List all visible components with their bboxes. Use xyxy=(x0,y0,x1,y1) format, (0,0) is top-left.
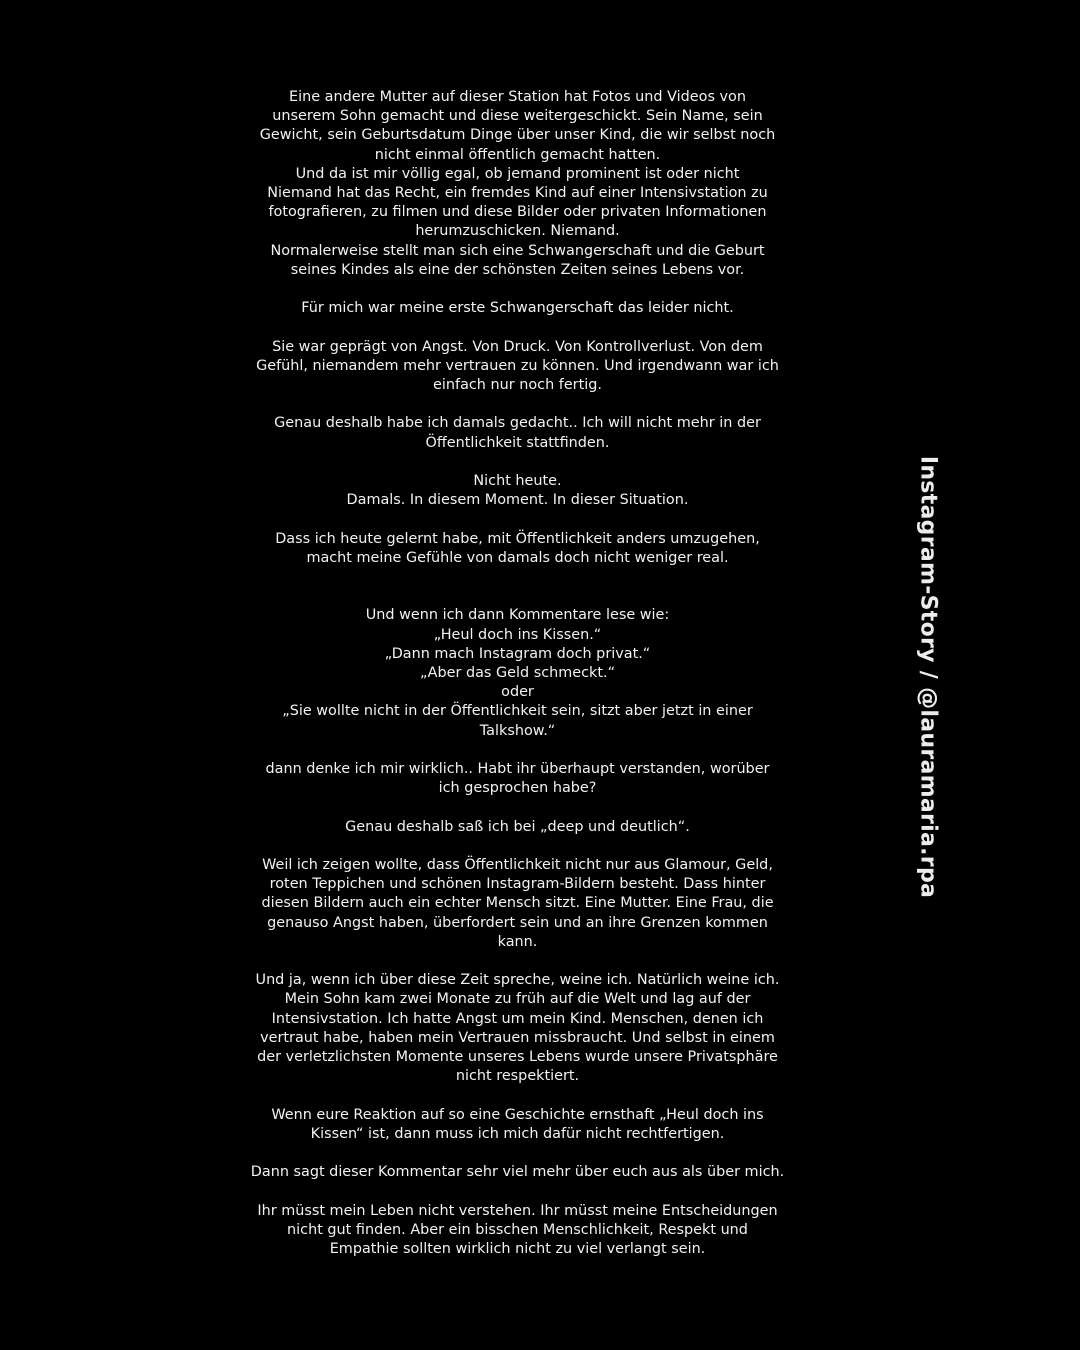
story-line: unserem Sohn gemacht und diese weitergeschickt. Sein Name, sein xyxy=(272,108,763,125)
story-paragraph xyxy=(240,1163,795,1182)
story-line: Ihr müsst mein Leben nicht verstehen. Ihr müsst meine Entscheidungen xyxy=(257,1202,778,1219)
story-line: Niemand hat das Recht, ein fremdes Kind auf einer Intensivstation zu xyxy=(267,185,768,202)
story-line: Sie war geprägt von Angst. Von Druck. Von Kontrollverlust. Von dem xyxy=(272,338,763,355)
story-line: nicht respektiert. xyxy=(455,1068,580,1085)
credit-container xyxy=(900,448,956,906)
story-paragraph xyxy=(240,760,795,798)
story-line: Damals. In diesem Moment. In dieser Situation. xyxy=(346,492,689,509)
story-line: Und da ist mir völlig egal, ob jemand prominent ist oder nicht xyxy=(295,165,740,182)
story-paragraph xyxy=(240,818,795,837)
quoted-comment: „Dann mach Instagram doch privat.“ xyxy=(384,645,651,662)
story-line: Kissen“ ist, dann muss ich mich dafür nicht rechtfertigen. xyxy=(310,1125,725,1142)
story-line: ich gesprochen habe? xyxy=(438,780,597,797)
story-line: Nicht heute. xyxy=(473,473,562,489)
story-paragraph xyxy=(240,88,795,280)
story-line: Weil ich zeigen wollte, dass Öffentlichkeit nicht nur aus Glamour, Geld, xyxy=(262,856,773,873)
quoted-comment: „Sie wollte nicht in der Öffentlichkeit sein, sitzt aber jetzt in einer xyxy=(282,703,753,720)
story-line: einfach nur noch fertig. xyxy=(433,377,602,394)
story-line: vertraut habe, haben mein Vertrauen missbraucht. Und selbst in einem xyxy=(260,1029,775,1046)
story-line: diesen Bildern auch ein echter Mensch sitzt. Eine Mutter. Eine Frau, die xyxy=(261,895,774,912)
story-paragraph xyxy=(240,1202,795,1260)
story-paragraph xyxy=(240,338,795,396)
story-line: Mein Sohn kam zwei Monate zu früh auf die Welt und lag auf der xyxy=(284,991,751,1008)
story-line: Wenn eure Reaktion auf so eine Geschichte ernsthaft „Heul doch ins xyxy=(271,1106,764,1123)
story-line: Genau deshalb saß ich bei „deep und deutlich“. xyxy=(345,818,690,835)
story-line: Dass ich heute gelernt habe, mit Öffentlichkeit anders umzugehen, xyxy=(275,530,760,547)
story-line: Gewicht, sein Geburtsdatum Dinge über unser Kind, die wir selbst noch xyxy=(259,127,776,144)
source-credit: Instagram-Story / @lauramaria.rpa xyxy=(915,455,941,899)
story-paragraph xyxy=(240,1106,795,1144)
story-line: Dann sagt dieser Kommentar sehr viel mehr über euch aus als über mich. xyxy=(250,1164,785,1181)
story-line: kann. xyxy=(497,933,538,950)
story-paragraph xyxy=(240,856,795,952)
story-paragraph xyxy=(240,606,795,740)
story-paragraph xyxy=(240,971,795,1086)
story-line: nicht einmal öffentlich gemacht hatten. xyxy=(374,146,661,163)
story-line: Empathie sollten wirklich nicht zu viel verlangt sein. xyxy=(329,1240,706,1257)
story-paragraph xyxy=(240,299,795,318)
story-line: oder xyxy=(501,684,534,701)
story-line: dann denke ich mir wirklich.. Habt ihr überhaupt verstanden, worüber xyxy=(265,761,770,777)
story-line: Und ja, wenn ich über diese Zeit spreche, weine ich. Natürlich weine ich. xyxy=(255,972,780,989)
story-line: Eine andere Mutter auf dieser Station hat Fotos und Videos von xyxy=(289,89,746,105)
story-line: Gefühl, niemandem mehr vertrauen zu können. Und irgendwann war ich xyxy=(256,357,779,374)
quoted-comment: „Heul doch ins Kissen.“ xyxy=(433,626,602,643)
story-paragraph xyxy=(240,414,795,452)
story-paragraph xyxy=(240,472,795,510)
story-line: fotografieren, zu filmen und diese Bilder oder privaten Informationen xyxy=(268,204,767,221)
story-line: Normalerweise stellt man sich eine Schwangerschaft und die Geburt xyxy=(270,242,765,259)
story-line: macht meine Gefühle von damals doch nicht weniger real. xyxy=(306,549,729,566)
story-line: Intensivstation. Ich hatte Angst um mein Kind. Menschen, denen ich xyxy=(271,1010,764,1027)
story-line: genauso Angst haben, überfordert sein und an ihre Grenzen kommen xyxy=(267,914,768,931)
story-line: herumzuschicken. Niemand. xyxy=(415,223,620,240)
story-line: Öffentlichkeit stattfinden. xyxy=(425,434,610,451)
story-line: roten Teppichen und schönen Instagram-Bildern besteht. Dass hinter xyxy=(269,876,766,893)
story-line: Für mich war meine erste Schwangerschaft das leider nicht. xyxy=(301,300,734,317)
story-line: der verletzlichsten Momente unseres Lebens wurde unsere Privatsphäre xyxy=(257,1049,778,1065)
story-paragraph xyxy=(240,530,795,568)
story-text xyxy=(240,88,795,1278)
story-line: Und wenn ich dann Kommentare lese wie: xyxy=(365,607,670,624)
story-line: seines Kindes als eine der schönsten Zeiten seines Lebens vor. xyxy=(290,261,745,278)
quoted-comment: „Aber das Geld schmeckt.“ xyxy=(419,665,616,681)
story-line: nicht gut finden. Aber ein bisschen Menschlichkeit, Respekt und xyxy=(287,1221,748,1238)
story-line: Genau deshalb habe ich damals gedacht.. Ich will nicht mehr in der xyxy=(274,415,761,432)
quoted-comment: Talkshow.“ xyxy=(479,722,556,739)
